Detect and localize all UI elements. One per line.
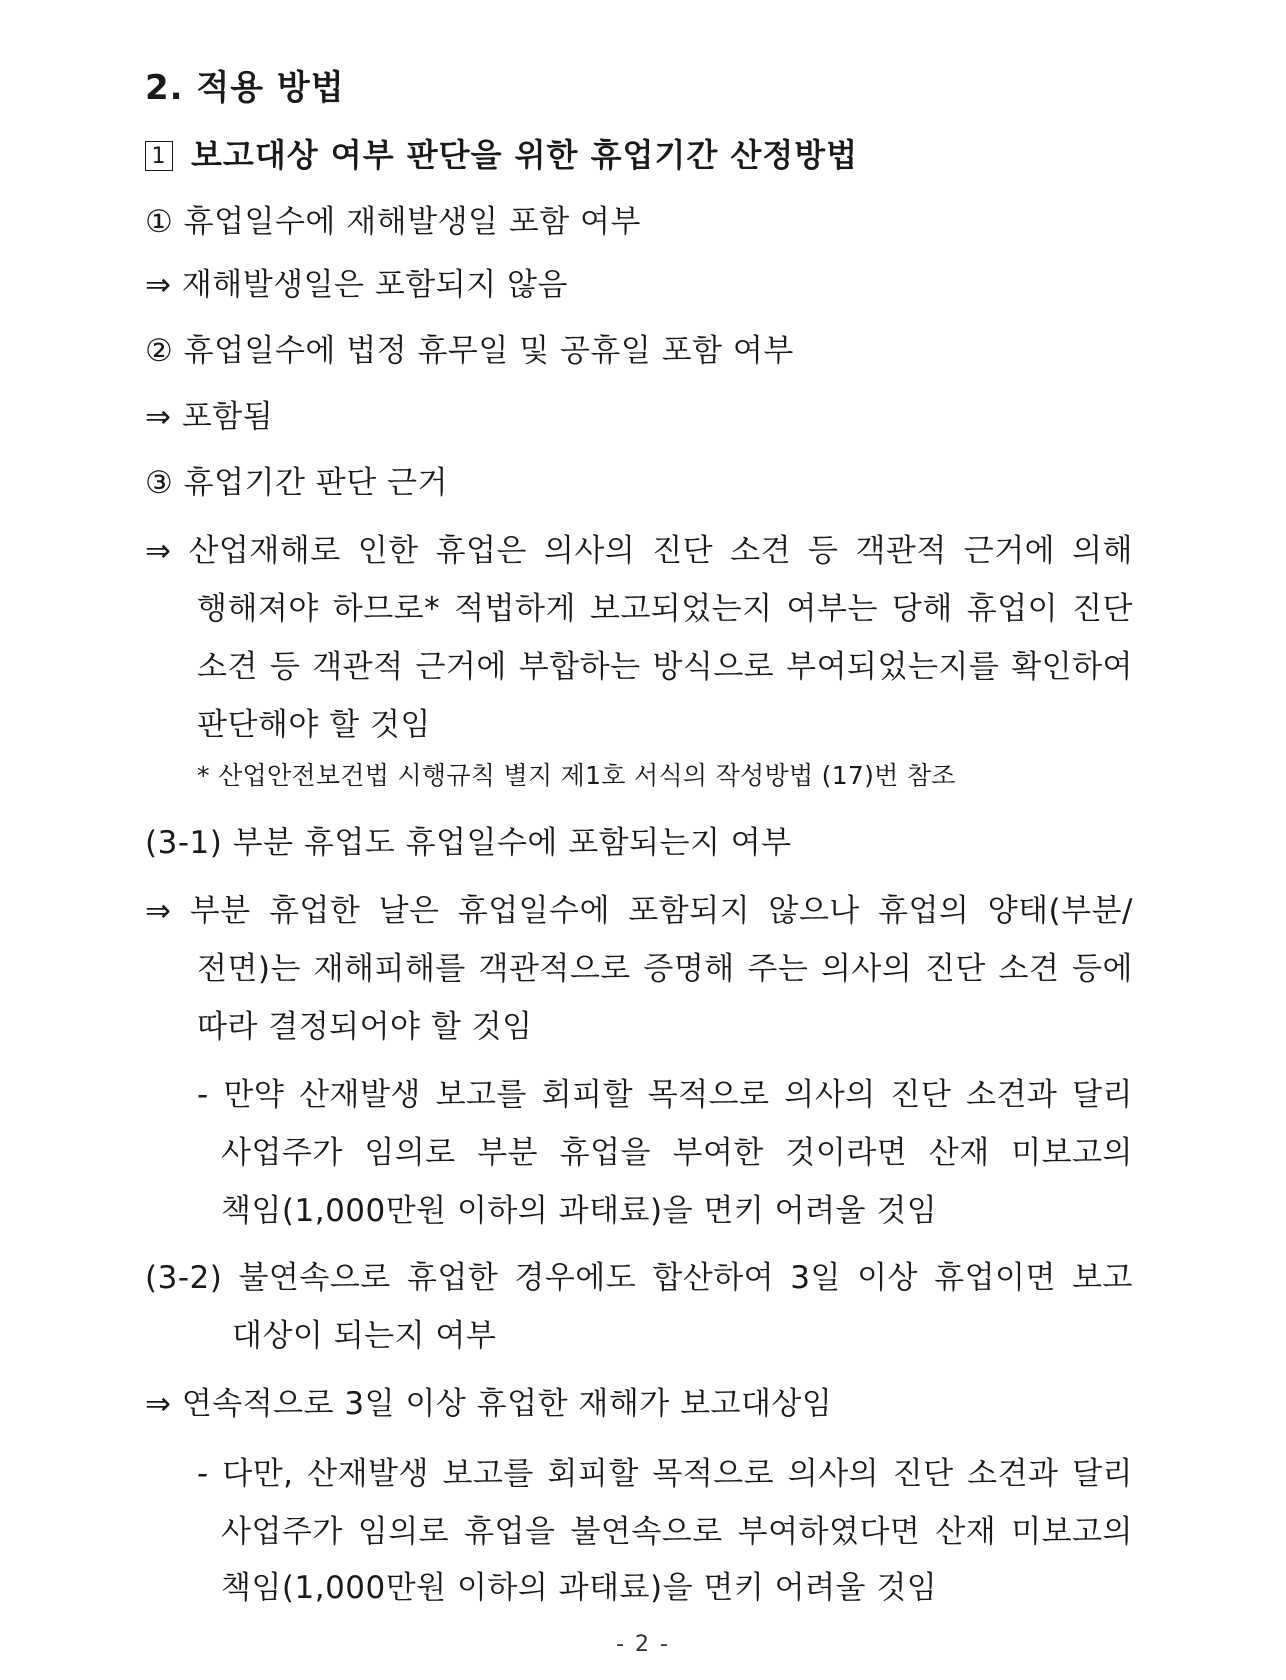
question-3: ③ 휴업기간 판단 근거: [145, 464, 448, 501]
question-3-2-line-1: (3-2) 불연속으로 휴업한 경우에도 합산하여 3일 이상 휴업이면 보고: [145, 1260, 1133, 1297]
page-number: - 2 -: [616, 1632, 670, 1657]
answer-1: ⇒ 재해발생일은 포함되지 않음: [145, 267, 568, 304]
answer-3-1-line-3: 따라 결정되어야 할 것임: [197, 1008, 533, 1045]
answer-3-line-3: 소견 등 객관적 근거에 부합하는 방식으로 부여되었는지를 확인하여: [197, 648, 1133, 685]
question-1: ① 휴업일수에 재해발생일 포함 여부: [145, 203, 641, 240]
answer-3-2-sub-line-2: 사업주가 임의로 휴업을 불연속으로 부여하였다면 산재 미보고의: [221, 1514, 1133, 1550]
answer-3-line-4: 판단해야 할 것임: [197, 706, 431, 743]
answer-3-2: ⇒ 연속적으로 3일 이상 휴업한 재해가 보고대상임: [145, 1386, 833, 1423]
answer-3-1-sub-line-3: 책임(1,000만원 이하의 과태료)을 면키 어려울 것임: [221, 1192, 938, 1229]
answer-3-line-1: ⇒ 산업재해로 인한 휴업은 의사의 진단 소견 등 객관적 근거에 의해: [145, 532, 1133, 569]
question-2: ② 휴업일수에 법정 휴무일 및 공휴일 포함 여부: [145, 333, 794, 370]
answer-3-2-sub-line-1: - 다만, 산재발생 보고를 회피할 목적으로 의사의 진단 소견과 달리: [197, 1455, 1133, 1492]
question-3-2-line-2: 대상이 되는지 여부: [232, 1318, 497, 1355]
answer-3-line-2: 행해져야 하므로* 적법하게 보고되었는지 여부는 당해 휴업이 진단: [197, 590, 1133, 627]
answer-3-1-sub-line-1: - 만약 산재발생 보고를 회피할 목적으로 의사의 진단 소견과 달리: [197, 1076, 1133, 1113]
answer-3-footnote: * 산업안전보건법 시행규칙 별지 제1호 서식의 작성방법 (17)번 참조: [197, 761, 956, 791]
boxed-number: 1: [145, 141, 173, 171]
answer-3-1-sub-line-2: 사업주가 임의로 부분 휴업을 부여한 것이라면 산재 미보고의: [221, 1134, 1133, 1171]
answer-3-2-sub-line-3: 책임(1,000만원 이하의 과태료)을 면키 어려울 것임: [221, 1570, 938, 1606]
subsection-heading: [145, 135, 858, 175]
subsection-title: 보고대상 여부 판단을 위한 휴업기간 산정방법: [191, 135, 859, 174]
answer-3-1-line-2: 전면)는 재해피해를 객관적으로 증명해 주는 의사의 진단 소견 등에: [197, 950, 1133, 987]
answer-2: ⇒ 포함됨: [145, 399, 274, 436]
answer-3-1-line-1: ⇒ 부분 휴업한 날은 휴업일수에 포함되지 않으나 휴업의 양태(부분/: [145, 892, 1133, 929]
section-title: 2. 적용 방법: [145, 68, 345, 108]
question-3-1: (3-1) 부분 휴업도 휴업일수에 포함되는지 여부: [145, 824, 792, 861]
